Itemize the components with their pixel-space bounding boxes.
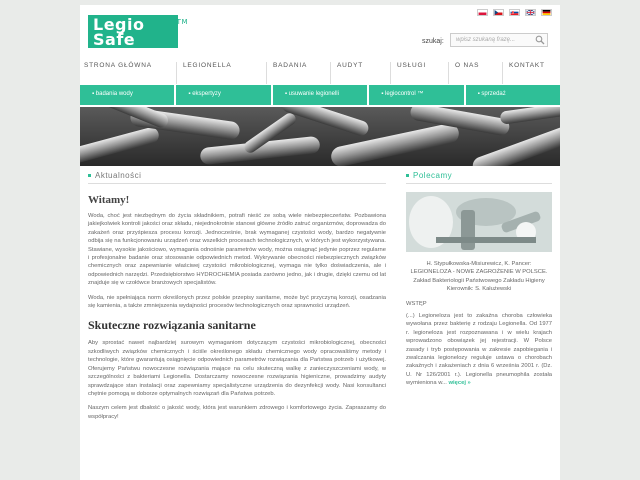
welcome-paragraph-1: Woda, choć jest niezbędnym do życia składnikiem, potrafi nieść ze sobą wiele niebezpieczeństw. Pozbawiona jakiejkolwiek kontroli jakości oraz składu, niejednokrotnie stanowi główne źródło zatruć organizmów, doprowadza do zakażeń oraz przyśpiesza procesu korozji. Jednocześnie, brak wymaganej czystości wody, bardzo negatywnie odbija się na funkcjonowaniu urządzeń oraz wszelkich procesach technologicznych, w których jest wykorzystywana. Stawiane, wysokie jakościowo, wymagania odnośnie parametrów wody, można osiągnąć jedynie poprzez regularne i profesjonalne badanie oraz stosowanie odpowiednich metod. Wykrywanie obecności niebezpiecznych związków chemicznych oraz zapewnianie właściwej czystości mikrobiologicznej, wymaga nie tylko doświadczenia, ale i odpowiednich narzędzi. Przedsiębiorstwo HYDROCHEMIA posiada zarówno jedno, jak i drugie, dzięki czemu od lat znajduje się w czołówce branżowych specjalistów. <box>88 213 386 287</box>
book-reference: H. Stypułkowska-Misiurewicz, K. Pancer: LEGIONELOZA - NOWE ZAGROŻENIE W POLSCE. Zakład Bakteriologii Państwowego Zakładu Higieny Kierownik: S. Kałużewski <box>410 261 548 293</box>
news-heading <box>88 171 386 184</box>
search-placeholder: wpisz szukaną frazę... <box>456 37 516 43</box>
page <box>80 5 560 480</box>
logo-line1: Legio <box>93 15 145 34</box>
trademark: TM <box>176 18 188 26</box>
nav-item-2[interactable]: BADANIA <box>266 62 330 84</box>
news-column <box>88 171 386 421</box>
search-input[interactable] <box>450 33 548 47</box>
bullet-square-icon <box>406 174 409 177</box>
search-label: szukaj: <box>422 38 444 45</box>
subnav-item-4[interactable]: ▪ sprzedaż <box>466 85 560 105</box>
bacteria-image <box>80 107 560 166</box>
subnav-item-0[interactable]: ▪ badania wody <box>80 85 174 105</box>
nav-item-0[interactable]: STRONA GŁÓWNA <box>84 62 152 69</box>
welcome-paragraph-2: Woda, nie spełniająca norm określonych przez polskie przepisy sanitarne, może być przyczyną korozji, osadzania się kamienia, a także zmniejszenia wydajności procesów technologicznych oraz sprawności urządzeń. <box>88 294 386 310</box>
microscope-icon <box>406 192 552 252</box>
main-nav <box>80 62 560 84</box>
nav-item-1[interactable]: LEGIONELLA <box>176 62 266 84</box>
news-heading-label: Aktualności <box>95 171 142 180</box>
bacteria-banner <box>80 107 560 166</box>
flag-sk-icon[interactable] <box>509 9 520 16</box>
solutions-paragraph: Aby sprostać nawet najbardziej surowym wymaganiom dotyczącym czystości mikrobiologicznej, obecności szkodliwych związków chemicznych i ściśle określonego składu chemicznego wody opracowaliśmy metody i technologie, które gwarantują osiągnięcie odpowiednich parametrów rozwiązania dla Państwa potrzeb i użytkowej. Oferujemy Państwu nowoczesne rozwiązania mające na celu skuteczną walkę z zanieczyszczeniami wody, w szczególności z bakteriami Legionella. Dostarczamy nowoczesne rozwiązania higieniczne, prowadzimy audyty sprawdzające stan instalacji oraz zapewniamy specjalistyczne urządzenia do dezynfekcji wody. Nasi konsultanci chętnie pomogą w doborze optymalnych rozwiązań dla Państwa potrzeb. <box>88 340 386 397</box>
search-icon[interactable] <box>535 35 545 45</box>
language-selector <box>477 9 552 16</box>
nav-item-4[interactable]: USŁUGI <box>390 62 448 84</box>
intro-label: WSTĘP <box>406 300 427 307</box>
solutions-title: Skuteczne rozwiązania sanitarne <box>88 318 256 333</box>
logo[interactable] <box>88 15 188 49</box>
closing-paragraph: Naszym celem jest dbałość o jakość wody, która jest warunkiem zdrowego i komfortowego życia. Zapraszamy do współpracy! <box>88 405 386 420</box>
nav-item-3[interactable]: AUDYT <box>330 62 390 84</box>
sub-nav <box>80 85 560 105</box>
flag-uk-icon[interactable] <box>525 9 536 16</box>
recommended-heading <box>406 171 552 184</box>
recommended-heading-label: Polecamy <box>413 171 453 180</box>
flag-pl-icon[interactable] <box>477 9 488 16</box>
flag-cz-icon[interactable] <box>493 9 504 16</box>
welcome-title: Witamy! <box>88 194 130 206</box>
recommended-column <box>406 171 552 388</box>
book-excerpt <box>406 312 552 388</box>
subnav-item-2[interactable]: ▪ usuwanie legionelli <box>273 85 367 105</box>
bullet-square-icon <box>88 174 91 177</box>
excerpt-text: (...) Legioneloza jest to zakaźna choroba człowieka wywołana przez bakterię z rodzaju Legionella. Od 1977 r. legioneloza jest rozpoznawana i w wielu krajach wprowadzono obowiązek jej rejestracji. W Polsce zasady i tryb postępowania w zakresie zapobiegania i zwalczania legionelozy reguluje ustawa o chorobach zakaźnych i zakażeniach z dnia 6 września 2001 r. (Dz. U. Nr 126/2001 r.). Legionella pneumophila została wymieniona w... <box>406 313 552 387</box>
flag-de-icon[interactable] <box>541 9 552 16</box>
microscope-photo[interactable] <box>406 192 552 252</box>
subnav-item-1[interactable]: ▪ ekspertyzy <box>176 85 270 105</box>
logo-line2: Safe <box>93 30 136 49</box>
nav-item-6[interactable]: KONTAKT <box>502 62 560 84</box>
subnav-item-3[interactable]: ▪ legiocontrol ™ <box>369 85 463 105</box>
more-link[interactable]: więcej » <box>448 380 471 387</box>
nav-item-5[interactable]: O NAS <box>448 62 502 84</box>
